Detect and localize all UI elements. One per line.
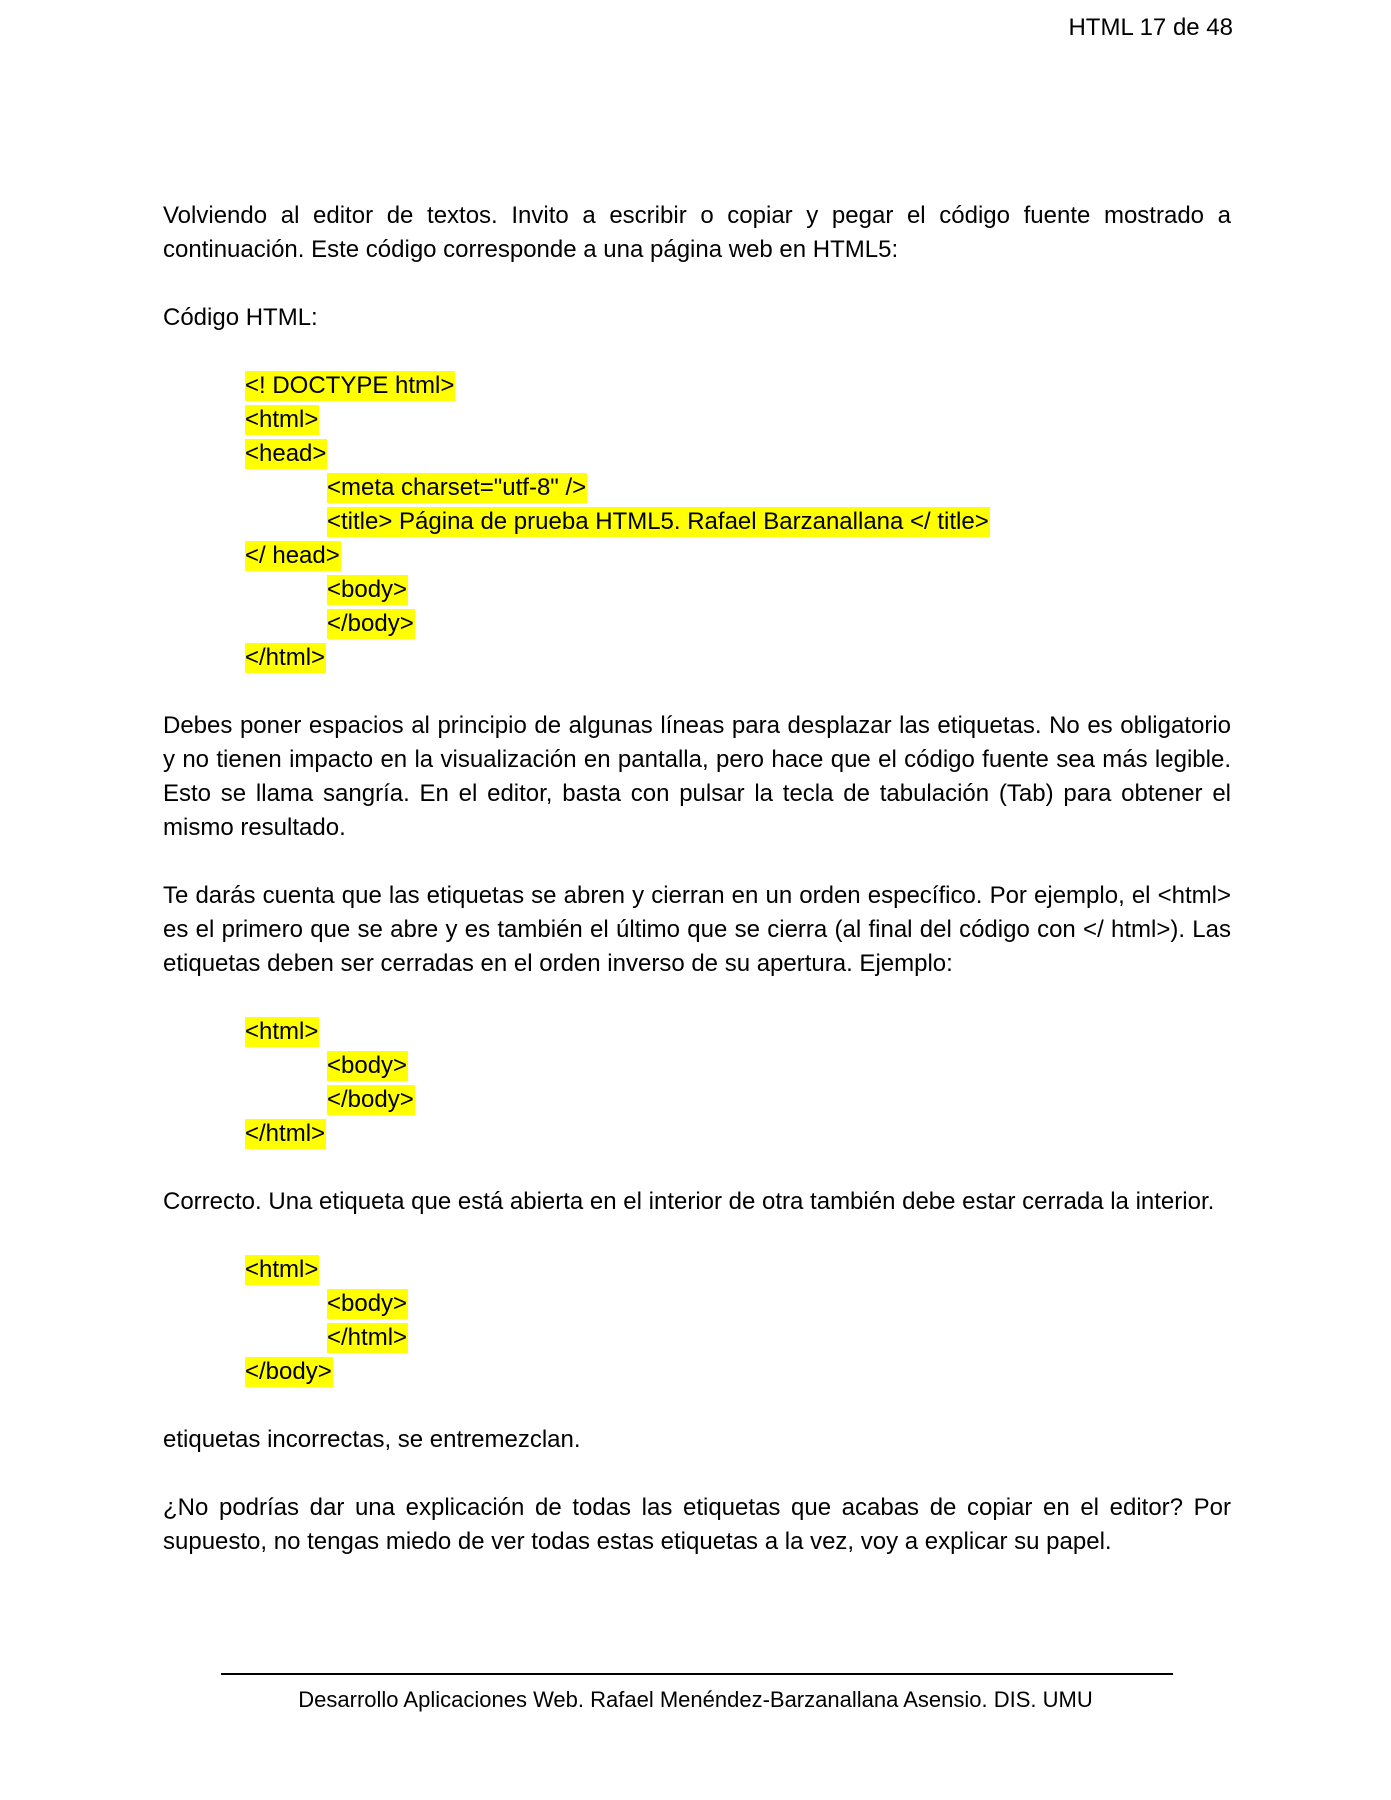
footer-text: Desarrollo Aplicaciones Web. Rafael Menéndez-Barzanallana Asensio. DIS. UMU [298, 1687, 1093, 1712]
incorrect-paragraph: etiquetas incorrectas, se entremezclan. [163, 1426, 581, 1453]
highlighted-code: <head> [245, 440, 327, 467]
highlighted-code: <html> [245, 1018, 319, 1045]
code-line [163, 1015, 1231, 1049]
code-line [163, 1253, 1231, 1287]
page-number-header: HTML 17 de 48 [1068, 14, 1233, 41]
highlighted-code: <html> [245, 406, 319, 433]
code-line [163, 403, 1231, 437]
highlighted-code: <html> [245, 1256, 319, 1283]
highlighted-code: <! DOCTYPE html> [245, 372, 455, 399]
indent-paragraph: Debes poner espacios al principio de algunas líneas para desplazar las etiquetas. No es obligatorio y no tienen impacto en la visualización en pantalla, pero hace que el código fuente sea más legible. Esto se llama sangría. En el editor, basta con pulsar la tecla de tabulación (Tab) para obtener el mismo resultado. [163, 712, 1231, 841]
code-label: Código HTML: [163, 304, 318, 331]
highlighted-code: <body> [327, 576, 408, 603]
highlighted-code: <title> Página de prueba HTML5. Rafael Barzanallana </ title> [327, 508, 989, 535]
code-line [163, 1083, 1231, 1117]
code-line [163, 369, 1231, 403]
order-paragraph: Te darás cuenta que las etiquetas se abren y cierran en un orden específico. Por ejemplo, el <html> es el primero que se abre y es también el último que se cierra (al final del código con </ html>). Las etiquetas deben ser cerradas en el orden inverso de su apertura. Ejemplo: [163, 882, 1231, 977]
highlighted-code: <body> [327, 1052, 408, 1079]
highlighted-code: </html> [245, 644, 326, 671]
highlighted-code: </html> [327, 1324, 408, 1351]
correct-paragraph: Correcto. Una etiqueta que está abierta en el interior de otra también debe estar cerrada la interior. [163, 1188, 1215, 1215]
code-line [163, 1117, 1231, 1151]
highlighted-code: <meta charset="utf-8" /> [327, 474, 587, 501]
highlighted-code: </ head> [245, 542, 340, 569]
highlighted-code: </html> [245, 1120, 326, 1147]
code-line [163, 1321, 1231, 1355]
code-block-incorrect [163, 1253, 1231, 1389]
highlighted-code: </body> [327, 1086, 414, 1113]
intro-paragraph: Volviendo al editor de textos. Invito a escribir o copiar y pegar el código fuente mostrado a continuación. Este código corresponde a una página web en HTML5: [163, 202, 1231, 263]
code-line [163, 607, 1231, 641]
code-line [163, 539, 1231, 573]
code-line [163, 1355, 1231, 1389]
code-line [163, 1049, 1231, 1083]
highlighted-code: </body> [245, 1358, 332, 1385]
highlighted-code: <body> [327, 1290, 408, 1317]
code-block-main [163, 369, 1231, 675]
code-line [163, 573, 1231, 607]
code-line [163, 1287, 1231, 1321]
highlighted-code: </body> [327, 610, 414, 637]
code-line [163, 641, 1231, 675]
footer-divider [221, 1673, 1173, 1675]
code-block-correct [163, 1015, 1231, 1151]
document-body [163, 199, 1231, 1593]
closing-paragraph: ¿No podrías dar una explicación de todas las etiquetas que acabas de copiar en el editor? Por supuesto, no tengas miedo de ver todas estas etiquetas a la vez, voy a explicar su papel. [163, 1494, 1231, 1555]
code-line [163, 471, 1231, 505]
code-line [163, 505, 1231, 539]
code-line [163, 437, 1231, 471]
